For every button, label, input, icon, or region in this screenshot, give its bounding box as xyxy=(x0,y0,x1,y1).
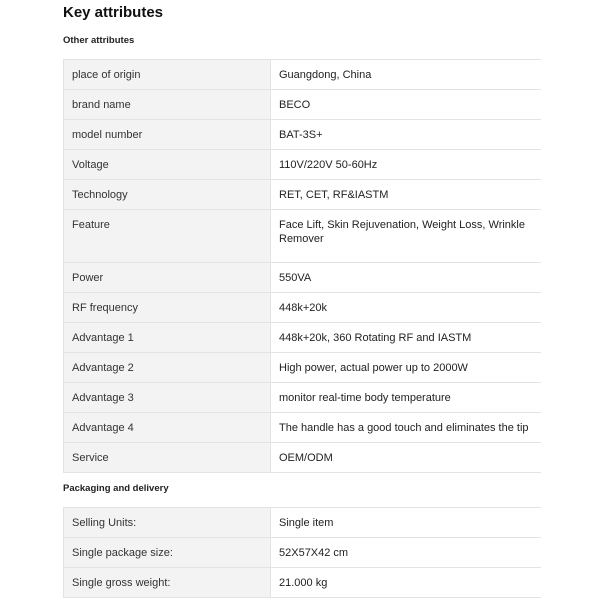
attribute-value: 550VA xyxy=(271,263,541,293)
attribute-key: place of origin xyxy=(64,60,271,90)
attribute-value: 448k+20k, 360 Rotating RF and IASTM xyxy=(271,323,541,353)
attribute-key: Service xyxy=(64,443,271,473)
table-row xyxy=(64,443,541,473)
table-row xyxy=(64,568,541,598)
table-row xyxy=(64,538,541,568)
table-row xyxy=(64,413,541,443)
attribute-value: High power, actual power up to 2000W xyxy=(271,353,541,383)
attribute-key: Single package size: xyxy=(64,538,271,568)
table-row xyxy=(64,293,541,323)
attribute-value: The handle has a good touch and eliminates the tip xyxy=(271,413,541,443)
attribute-key: Power xyxy=(64,263,271,293)
attribute-value: Guangdong, China xyxy=(271,60,541,90)
table-row xyxy=(64,508,541,538)
attribute-key: Advantage 2 xyxy=(64,353,271,383)
attribute-value: 21.000 kg xyxy=(271,568,541,598)
attribute-key: Single gross weight: xyxy=(64,568,271,598)
attribute-value: OEM/ODM xyxy=(271,443,541,473)
table-row xyxy=(64,180,541,210)
table-row xyxy=(64,150,541,180)
attribute-value: Single item xyxy=(271,508,541,538)
attribute-value: 448k+20k xyxy=(271,293,541,323)
attribute-key: Voltage xyxy=(64,150,271,180)
table-row xyxy=(64,60,541,90)
table-row xyxy=(64,210,541,263)
attribute-key: brand name xyxy=(64,90,271,120)
attribute-value: 110V/220V 50-60Hz xyxy=(271,150,541,180)
attribute-key: Technology xyxy=(64,180,271,210)
section-heading-other-attributes: Other attributes xyxy=(63,35,135,46)
table-row xyxy=(64,353,541,383)
attribute-key: Advantage 3 xyxy=(64,383,271,413)
attribute-key: Advantage 1 xyxy=(64,323,271,353)
table-row xyxy=(64,323,541,353)
packaging-table xyxy=(63,507,541,598)
other-attributes-table xyxy=(63,59,541,473)
section-heading-packaging-and-delivery: Packaging and delivery xyxy=(63,483,169,494)
attribute-key: RF frequency xyxy=(64,293,271,323)
attribute-key: Advantage 4 xyxy=(64,413,271,443)
attribute-value: monitor real-time body temperature xyxy=(271,383,541,413)
attribute-value: 52X57X42 cm xyxy=(271,538,541,568)
attribute-value: BAT-3S+ xyxy=(271,120,541,150)
attribute-value: RET, CET, RF&IASTM xyxy=(271,180,541,210)
table-row xyxy=(64,120,541,150)
table-row xyxy=(64,383,541,413)
table-row xyxy=(64,263,541,293)
attribute-key: Feature xyxy=(64,210,271,263)
page-title: Key attributes xyxy=(63,4,164,21)
attribute-value: Face Lift, Skin Rejuvenation, Weight Loss, Wrinkle Remover xyxy=(271,210,541,263)
attribute-key: Selling Units: xyxy=(64,508,271,538)
table-row xyxy=(64,90,541,120)
attribute-key: model number xyxy=(64,120,271,150)
attribute-value: BECO xyxy=(271,90,541,120)
